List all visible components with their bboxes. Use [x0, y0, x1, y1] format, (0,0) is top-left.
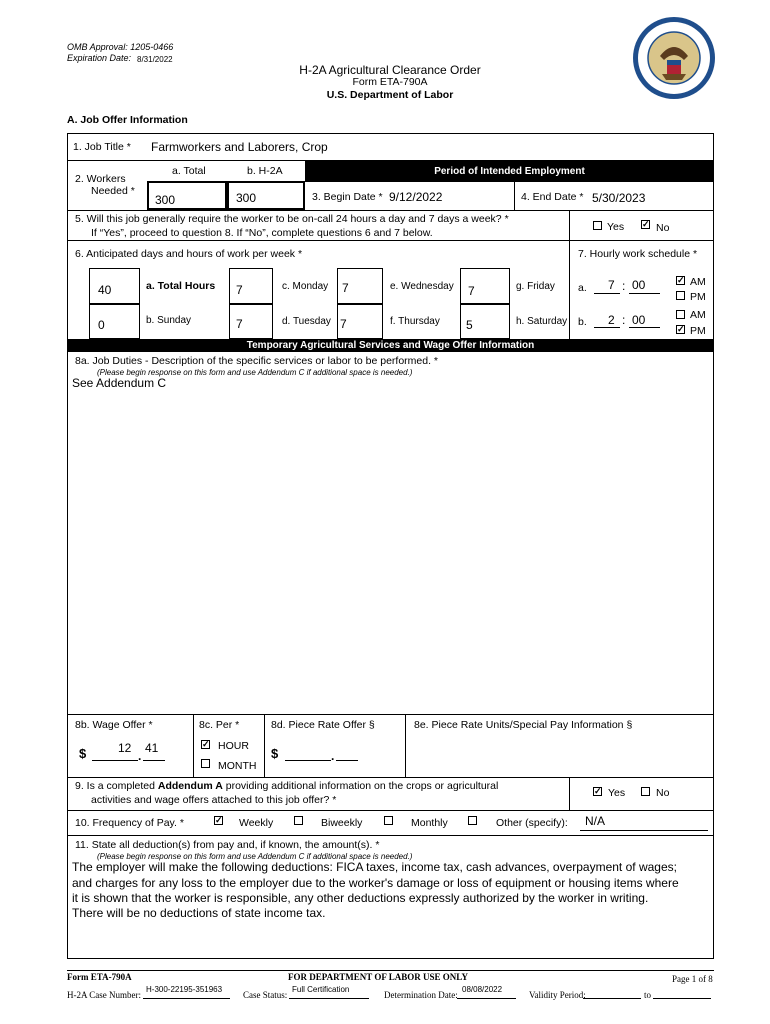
biweekly-label: Biweekly [321, 817, 363, 829]
per-hour-label: HOUR [218, 740, 249, 752]
case-status-value: Full Certification [292, 985, 350, 994]
schedule-a-colon: : [622, 279, 626, 293]
pay-frequency-label: 10. Frequency of Pay. * [75, 817, 184, 829]
addendum-a-no-label: No [656, 787, 670, 799]
per-month-label: MONTH [218, 760, 257, 772]
addendum-a-question-line2: activities and wage offers attached to this job offer? * [91, 794, 337, 806]
job-title-label: 1. Job Title * [73, 141, 131, 153]
validity-to-label: to [644, 990, 652, 1000]
schedule-a-label: a. [578, 282, 587, 294]
oncall-no-checkbox[interactable]: ✓ [642, 219, 650, 229]
job-duties-note: (Please begin response on this form and use Addendum C if additional space is needed.) [97, 368, 413, 377]
wednesday-value: 7 [342, 281, 349, 295]
validity-period-label: Validity Period: [529, 990, 586, 1000]
workers-total-label: a. Total [172, 165, 206, 177]
footer-dol-use: FOR DEPARTMENT OF LABOR USE ONLY [288, 972, 468, 982]
footer-page: Page 1 of 8 [672, 974, 713, 984]
workers-h2a-value: 300 [236, 191, 257, 205]
schedule-b-pm-label: PM [690, 325, 706, 337]
tuesday-extra-value: 7 [340, 317, 347, 331]
per-label: 8c. Per * [199, 719, 240, 731]
monthly-checkbox[interactable] [384, 816, 393, 825]
dol-seal-icon [632, 16, 716, 100]
schedule-a-min[interactable]: 00 [632, 278, 646, 292]
deductions-line2[interactable]: and charges for any loss to the employer due to the worker's damage or loss of equipment or housing items where [72, 876, 679, 890]
tuesday-label: d. Tuesday [282, 316, 331, 327]
case-status-label: Case Status: [243, 990, 288, 1000]
workers-needed-label2: Needed * [91, 185, 135, 197]
total-hours-label: a. Total Hours [146, 280, 216, 292]
schedule-b-label: b. [578, 316, 587, 328]
hourly-schedule-label: 7. Hourly work schedule * [578, 248, 698, 260]
schedule-b-pm-checkbox[interactable]: ✓ [677, 324, 685, 334]
sunday-value: 0 [98, 318, 105, 332]
case-number-label: H-2A Case Number: [67, 990, 141, 1000]
form-title: H-2A Agricultural Clearance Order [299, 63, 481, 77]
other-value[interactable]: N/A [585, 814, 606, 828]
schedule-a-pm-label: PM [690, 291, 706, 303]
schedule-b-hour[interactable]: 2 [608, 313, 615, 327]
deductions-note: (Please begin response on this form and use Addendum C if additional space is needed.) [97, 852, 413, 861]
schedule-a-am-label: AM [690, 276, 706, 288]
determination-date-label: Determination Date: [384, 990, 458, 1000]
total-hours-value: 40 [98, 283, 112, 297]
deductions-label: 11. State all deduction(s) from pay and, if known, the amount(s). * [75, 839, 380, 851]
total-hours-field[interactable] [89, 268, 140, 304]
wage-dollar-sign: $ [79, 746, 87, 761]
monthly-label: Monthly [411, 817, 448, 829]
addendum-a-no-checkbox[interactable] [641, 787, 650, 796]
deductions-line4[interactable]: There will be no deductions of state income tax. [72, 906, 326, 920]
piece-rate-label: 8d. Piece Rate Offer § [271, 719, 375, 731]
case-number-value: H-300-22195-351963 [146, 985, 223, 994]
workers-needed-label: 2. Workers [75, 173, 126, 185]
job-duties-value[interactable]: See Addendum C [72, 376, 167, 390]
workers-total-value: 300 [155, 193, 176, 207]
piece-rate-units-label: 8e. Piece Rate Units/Special Pay Information § [414, 719, 633, 731]
biweekly-checkbox[interactable] [294, 816, 303, 825]
oncall-no-label: No [656, 222, 670, 234]
friday-value: 7 [468, 284, 475, 298]
wednesday-label: e. Wednesday [390, 281, 454, 292]
saturday-label: h. Saturday [516, 316, 568, 327]
addendum-a-yes-checkbox[interactable]: ✓ [594, 786, 602, 796]
period-employment-bar: Period of Intended Employment [305, 161, 714, 182]
department-name: U.S. Department of Labor [326, 89, 454, 101]
job-title-value[interactable]: Farmworkers and Laborers, Crop [151, 140, 328, 154]
per-hour-checkbox[interactable]: ✓ [202, 739, 210, 749]
job-duties-label: 8a. Job Duties - Description of the specific services or labor to be performed. * [75, 355, 438, 367]
piece-rate-dollar-sign: $ [271, 746, 279, 761]
schedule-b-am-label: AM [690, 309, 706, 321]
end-date-value[interactable]: 5/30/2023 [592, 191, 646, 205]
sunday-label: b. Sunday [146, 315, 192, 326]
end-date-label: 4. End Date * [521, 191, 584, 203]
wage-dollars[interactable]: 12 [118, 741, 132, 755]
form-number: Form ETA-790A [352, 76, 428, 88]
oncall-question: 5. Will this job generally require the worker to be on-call 24 hours a day and 7 days a week? * [75, 213, 509, 225]
oncall-yes-checkbox[interactable] [593, 221, 602, 230]
schedule-a-hour[interactable]: 7 [608, 278, 615, 292]
schedule-b-colon: : [622, 313, 626, 327]
weekly-label: Weekly [239, 817, 274, 829]
oncall-yes-label: Yes [607, 221, 625, 233]
per-month-checkbox[interactable] [201, 759, 210, 768]
schedule-b-am-checkbox[interactable] [676, 310, 685, 319]
days-hours-label: 6. Anticipated days and hours of work per week * [75, 248, 303, 260]
weekly-checkbox[interactable]: ✓ [215, 815, 223, 825]
sunday-field[interactable] [89, 304, 140, 339]
wage-offer-label: 8b. Wage Offer * [75, 719, 153, 731]
monday-label: c. Monday [282, 281, 329, 292]
wage-cents[interactable]: 41 [145, 741, 159, 755]
addendum-a-yes-label: Yes [608, 787, 626, 799]
other-label: Other (specify): [496, 817, 568, 829]
schedule-a-pm-checkbox[interactable] [676, 291, 685, 300]
expiration-date: 8/31/2022 [137, 55, 173, 64]
friday-label: g. Friday [516, 281, 555, 292]
monday-value: 7 [236, 283, 243, 297]
omb-approval: OMB Approval: 1205-0466 [67, 42, 174, 52]
other-checkbox[interactable] [468, 816, 477, 825]
oncall-instructions: If “Yes”, proceed to question 8. If “No”, complete questions 6 and 7 below. [91, 227, 433, 239]
addendum-a-question: 9. Is a completed Addendum A providing additional information on the crops or agricultural [75, 780, 499, 792]
begin-date-value[interactable]: 9/12/2022 [389, 190, 443, 204]
determination-date-value: 08/08/2022 [462, 985, 503, 994]
wage-offer-bar: Temporary Agricultural Services and Wage Offer Information [67, 339, 714, 352]
schedule-b-min[interactable]: 00 [632, 313, 646, 327]
workers-h2a-label: b. H-2A [247, 165, 283, 177]
tuesday-value: 7 [236, 317, 243, 331]
deductions-line3[interactable]: it is shown that the worker is responsible, any other deductions expressly authorized by the worker in writing. [72, 891, 649, 905]
schedule-a-am-checkbox[interactable]: ✓ [677, 275, 685, 285]
deductions-line1[interactable]: The employer will make the following deductions: FICA taxes, income tax, cash advances, overpayment of wages; [72, 860, 677, 874]
expiration-label: Expiration Date: [67, 53, 132, 63]
section-a-heading: A. Job Offer Information [67, 114, 188, 126]
begin-date-label: 3. Begin Date * [312, 191, 383, 203]
thursday-value: 5 [466, 318, 473, 332]
footer-form: Form ETA-790A [67, 972, 132, 982]
thursday-label: f. Thursday [390, 316, 440, 327]
